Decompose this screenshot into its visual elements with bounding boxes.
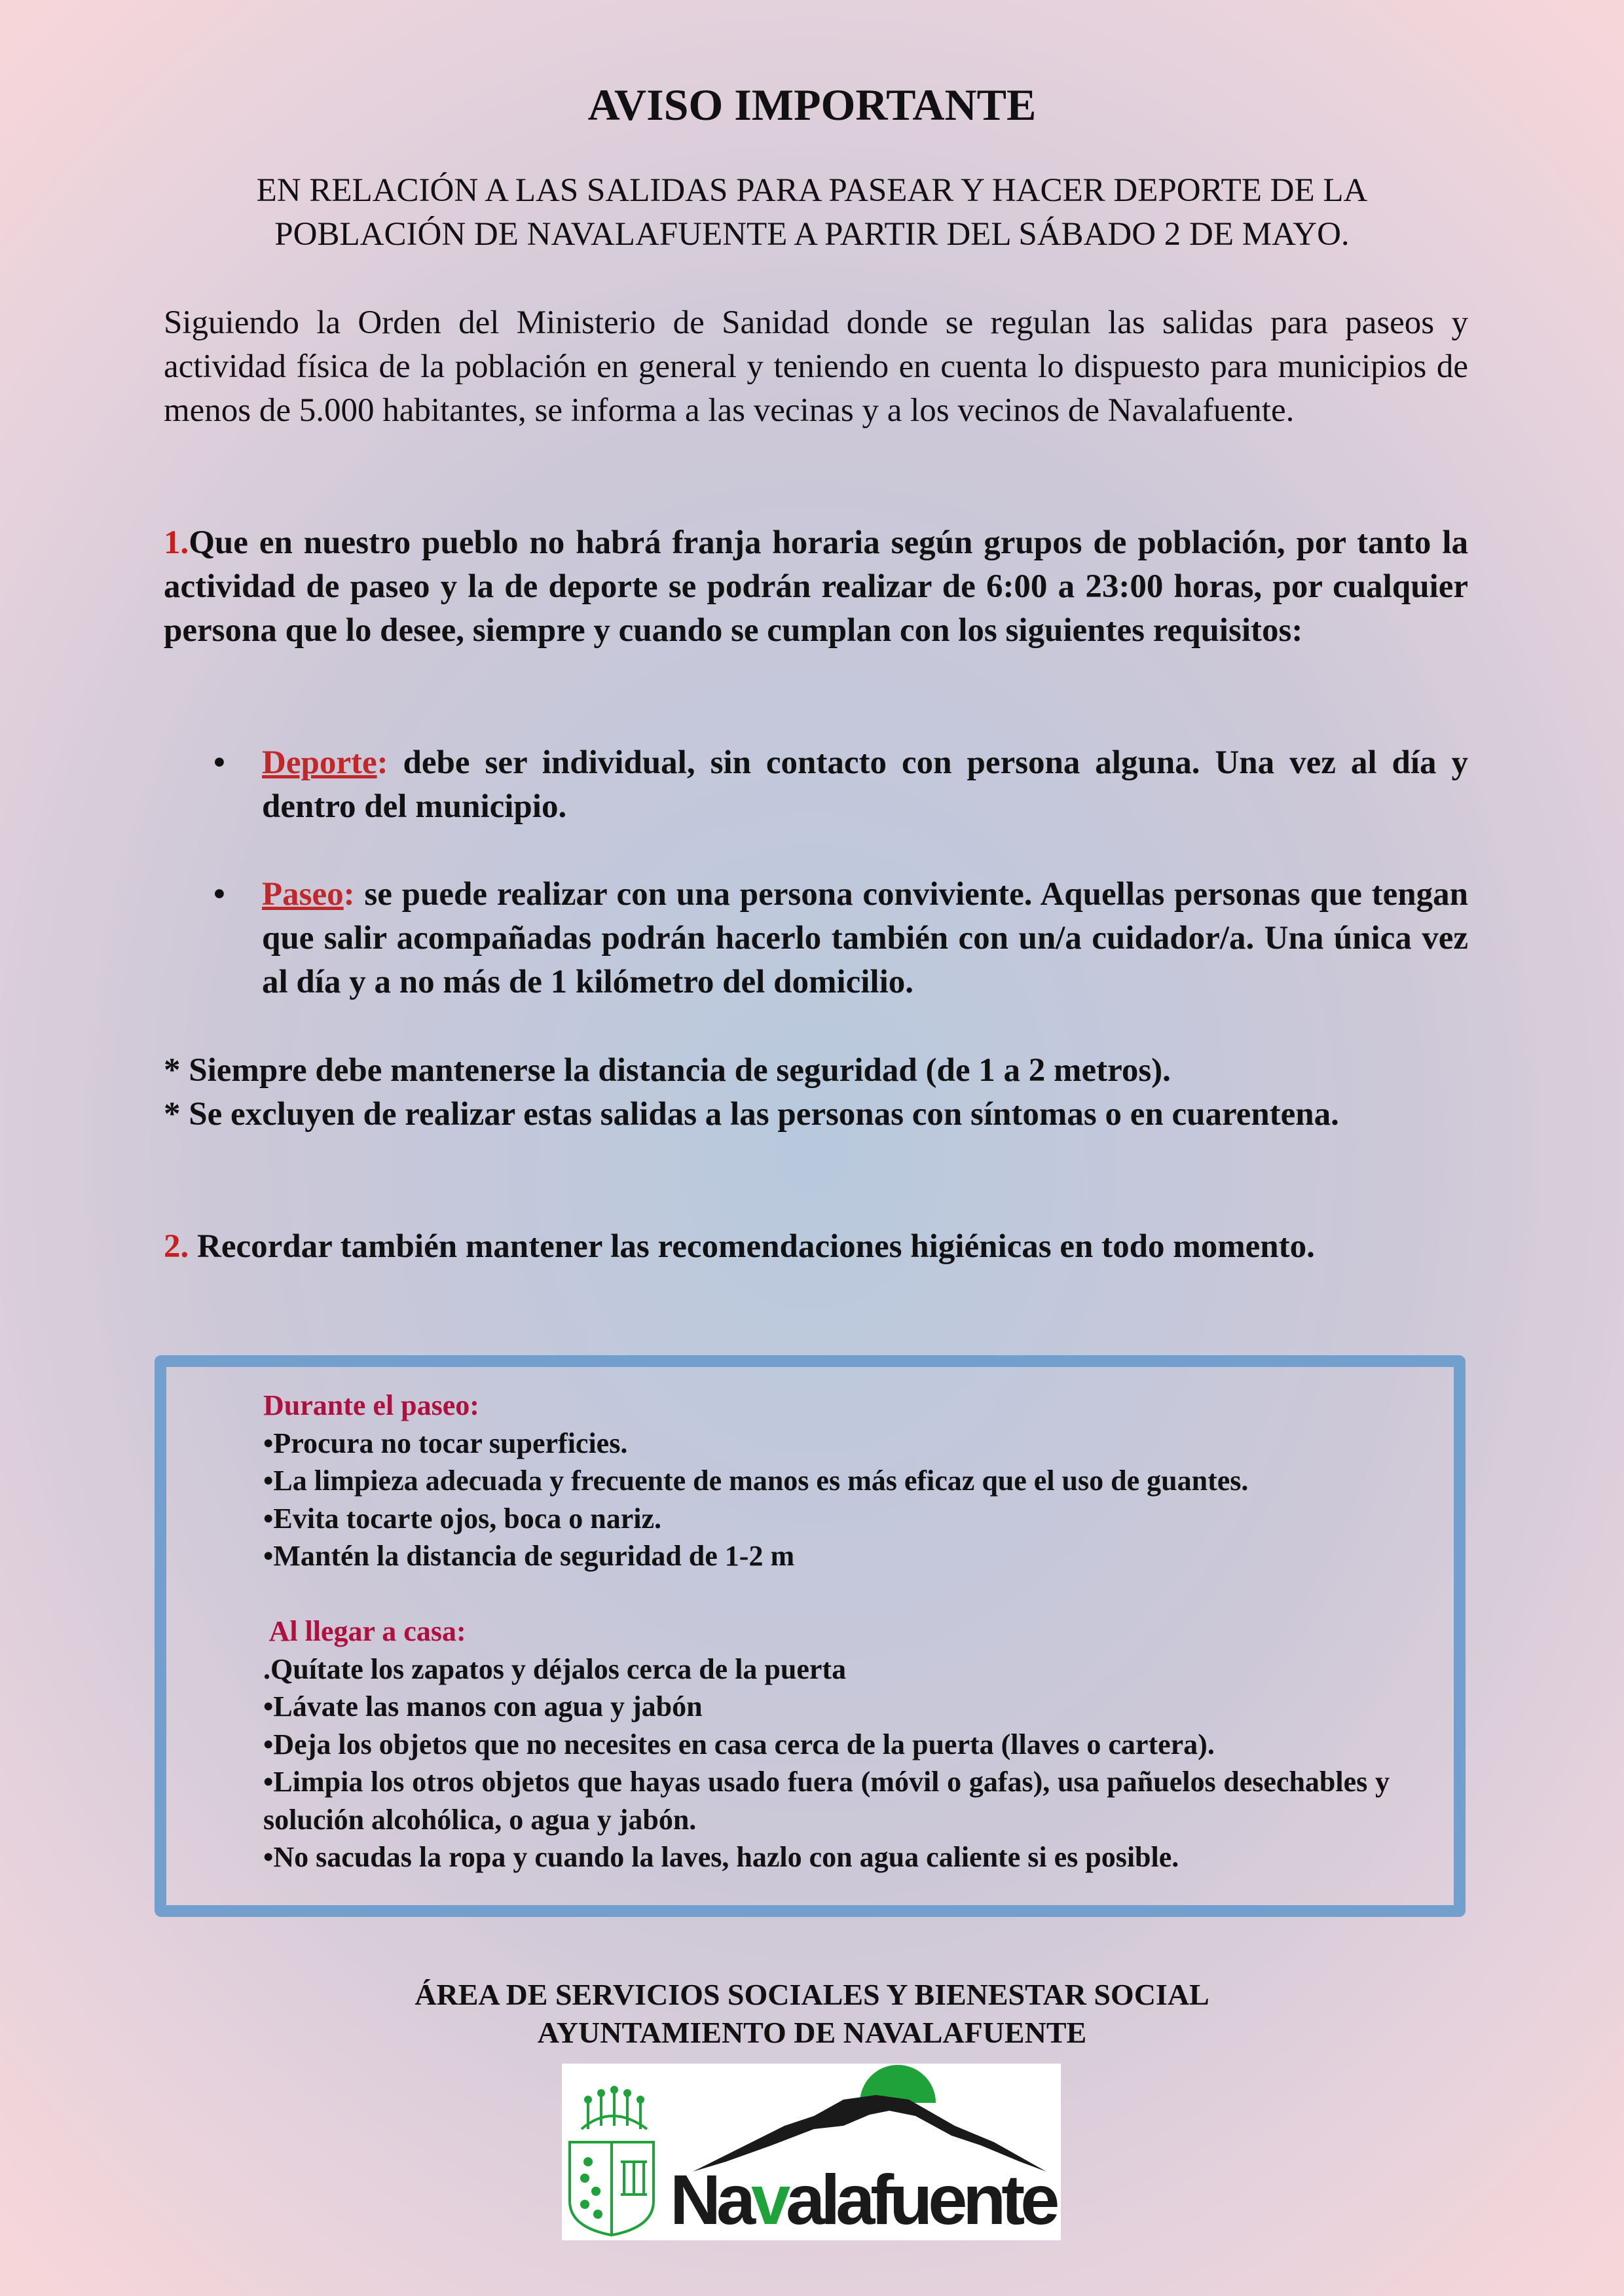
list-item: •Limpia los otros objetos que hayas usado fuera (móvil o gafas), usa pañuelos desechables y solución alcohólica, o agua y jabón. [263, 1766, 1390, 1836]
bullet-dot: • [213, 876, 225, 913]
footer [0, 1976, 1624, 2052]
point-2 [164, 1225, 1468, 1269]
footer-council: AYUNTAMIENTO DE NAVALAFUENTE [537, 2016, 1087, 2049]
notice-title: AVISO IMPORTANTE [587, 80, 1037, 130]
navalafuente-logo [562, 2064, 1061, 2240]
coat-of-arms-icon [562, 2064, 1061, 2240]
point-2-number: 2. [164, 1228, 189, 1265]
list-item: •Deja los objetos que no necesites en casa cerca de la puerta (llaves o cartera). [263, 1728, 1215, 1760]
hygiene-box [263, 1387, 1390, 1876]
point-1 [164, 521, 1468, 653]
list-item: •La limpieza adecuada y frecuente de manos es más eficaz que el uso de guantes. [263, 1465, 1249, 1497]
list-item: .Quítate los zapatos y déjalos cerca de la puerta [263, 1652, 847, 1685]
footer-department: ÁREA DE SERVICIOS SOCIALES Y BIENESTAR SOCIAL [415, 1978, 1209, 2011]
list-item: •Evita tocarte ojos, boca o nariz. [263, 1502, 662, 1535]
point-1-number: 1. [164, 524, 189, 561]
bullet-text: debe ser individual, sin contacto con persona alguna. Una vez al día y dentro del municipio. [262, 744, 1468, 825]
arrive-home-heading: Al llegar a casa: [263, 1615, 466, 1647]
svg-text:Navalafuente: Navalafuente [670, 2160, 1056, 2239]
list-item: •Procura no tocar superficies. [263, 1427, 628, 1459]
bullet-keyword: Paseo [262, 876, 344, 913]
point-1-text: Que en nuestro pueblo no habrá franja horaria según grupos de población, por tanto la actividad de paseo y la de deporte se podrán realizar de 6:00 a 23:00 horas, por cualquier persona que lo desee, siempre y cuando se cumplan con los siguientes requisitos: [164, 524, 1468, 649]
note-distance: * Siempre debe mantenerse la distancia de seguridad (de 1 a 2 metros). [164, 1052, 1171, 1089]
intro-paragraph: Siguiendo la Orden del Ministerio de Sanidad donde se regulan las salidas para paseos y actividad física de la población en general y teniendo en cuenta lo dispuesto para municipios de menos de 5.000 habitantes, se informa a las vecinas y a los vecinos de Navalafuente. [164, 304, 1468, 429]
bullet-dot: • [213, 744, 225, 781]
during-walk-heading: Durante el paseo: [263, 1389, 479, 1421]
list-item: •No sacudas la ropa y cuando la laves, hazlo con agua caliente si es posible. [263, 1841, 1179, 1873]
list-item: •Lávate las manos con agua y jabón [263, 1690, 703, 1722]
bullet-keyword: Deporte [262, 744, 377, 781]
subtitle-line-2: POBLACIÓN DE NAVALAFUENTE A PARTIR DEL SÁBADO 2 DE MAYO. [274, 216, 1350, 253]
bullet-text: se puede realizar con una persona conviviente. Aquellas personas que tengan que salir acompañadas podrán hacerlo también con un/a cuidador/a. Una única vez al día y a no más de 1 kilómetro del domicilio. [262, 876, 1468, 1000]
notice-page: AVISO IMPORTANTE EN RELACIÓN A LAS SALIDAS PARA PASEAR Y HACER DEPORTE DE LA POBLACIÓN DE NAVALAFUENTE A PARTIR DEL SÁBADO 2 DE MAYO. Siguiendo la Orden del Ministerio de Sanidad donde se regulan las salidas para paseos y actividad física de la población en general y teniendo en cuenta lo dispuesto para municipios de menos de 5.000 habitantes, se informa a las vecinas y a los vecinos de Navalafuente. 1.Que en nuestro pueblo no habrá franja horaria según grupos de población, por tanto la actividad de paseo y la de deporte se podrán realizar de 6:00 a 23:00 horas, por cualquier persona que lo desee, siempre y cuando se cumplan con los siguientes requisitos: • Deporte: debe ser individual, sin contacto con persona alguna. Una vez al día y dentro del municipio. • Paseo: se puede realizar con una persona conviviente. Aquellas personas que tengan que salir acompañadas podrán hacerlo también con un/a cuidador/a. Una única vez al día y a no más de 1 kilómetro del domicilio. * Siempre debe mantenerse la distancia de seguridad (de 1 a 2 metros). * Se excluyen de realizar estas salidas a las personas con síntomas o en cuarentena. 2. Recordar también mantener las recomendaciones higiénicas en todo momento. Durante el paseo: •Procura no tocar superficies. •La limpieza adecuada y frecuente de manos es más eficaz que el uso de guantes. •Evita tocarte ojos, boca o nariz. •Mantén la distancia de seguridad de 1-2 m Al llegar a casa: .Quítate los zapatos y déjalos cerca de la puerta •Lávate las manos con agua y jabón •Deja los objetos que no necesites en casa cerca de la puerta (llaves o cartera). •Limpia los otros objetos que hayas usado fuera (móvil o gafas), usa pañuelos desechables y solución alcohólica, o agua y jabón. •No sacudas la ropa y cuando la laves, hazlo con agua caliente si es posible. ÁREA DE SERVICIOS SOCIALES Y BIENESTAR SOCIAL AYUNTAMIENTO DE NAVALAFUENTE Navalafuente [0, 0, 1624, 2296]
note-exclusion: * Se excluyen de realizar estas salidas a las personas con síntomas o en cuarentena. [164, 1096, 1339, 1133]
notice-subtitle [164, 169, 1460, 257]
point-2-text: Recordar también mantener las recomendaciones higiénicas en todo momento. [189, 1228, 1315, 1265]
subtitle-line-1: EN RELACIÓN A LAS SALIDAS PARA PASEAR Y HACER DEPORTE DE LA [256, 172, 1368, 209]
list-item: •Mantén la distancia de seguridad de 1-2 m [263, 1540, 795, 1572]
